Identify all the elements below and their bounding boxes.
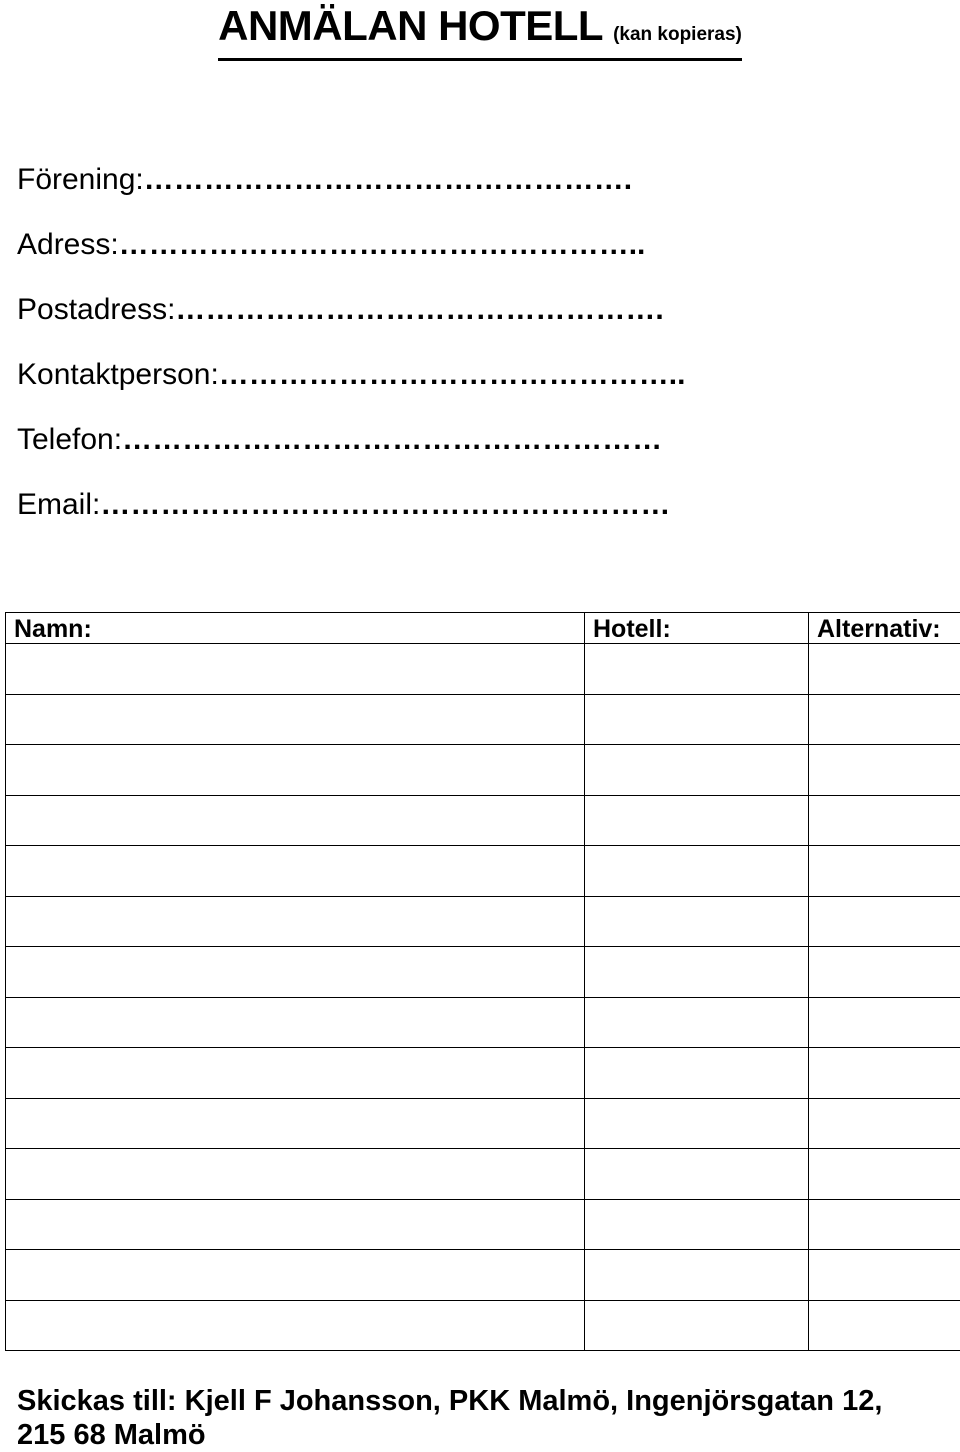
table-row — [6, 947, 960, 998]
table-row — [6, 1199, 960, 1250]
table-row — [6, 846, 960, 897]
title-subtitle: (kan kopieras) — [613, 24, 742, 45]
field-label: Postadress: — [17, 293, 175, 326]
table-row — [6, 896, 960, 947]
table-row — [6, 1098, 960, 1149]
table-cell-blank — [585, 795, 809, 846]
field-label: Email: — [17, 488, 100, 521]
field-forening — [17, 162, 632, 198]
column-header-namn: Namn: — [6, 613, 585, 644]
field-kontaktperson — [17, 357, 685, 393]
table-cell-blank — [6, 1048, 585, 1099]
table-cell-blank — [6, 896, 585, 947]
table-cell-blank — [6, 644, 585, 695]
table-row — [6, 694, 960, 745]
table-cell-blank — [6, 997, 585, 1048]
field-fill-line: …………………………………………. — [144, 163, 632, 196]
table-cell-blank — [809, 1250, 960, 1301]
field-label: Telefon: — [17, 423, 122, 456]
table-row — [6, 997, 960, 1048]
table-header-row — [6, 613, 960, 644]
field-fill-line: …………………………………………….. — [119, 228, 646, 261]
field-postadress — [17, 292, 664, 328]
table-cell-blank — [585, 745, 809, 796]
table-cell-blank — [585, 1300, 809, 1351]
column-header-hotell: Hotell: — [585, 613, 809, 644]
field-fill-line: ……………………………………………… — [122, 423, 662, 456]
table-row — [6, 1300, 960, 1351]
table-cell-blank — [585, 1048, 809, 1099]
table-cell-blank — [6, 1199, 585, 1250]
footer-line-1: Skickas till: Kjell F Johansson, PKK Malmö, Ingenjörsgatan 12, — [17, 1384, 957, 1418]
table-row — [6, 1149, 960, 1200]
table-cell-blank — [585, 896, 809, 947]
table-cell-blank — [585, 694, 809, 745]
table-row — [6, 795, 960, 846]
table-cell-blank — [809, 1149, 960, 1200]
table-cell-blank — [585, 1098, 809, 1149]
footer-address — [17, 1384, 957, 1452]
footer-line-2: 215 68 Malmö — [17, 1418, 957, 1452]
table-row — [6, 1250, 960, 1301]
table-cell-blank — [809, 1048, 960, 1099]
table-cell-blank — [809, 1098, 960, 1149]
table-row — [6, 644, 960, 695]
table-cell-blank — [6, 1098, 585, 1149]
table-cell-blank — [6, 1250, 585, 1301]
table-row — [6, 745, 960, 796]
table-cell-blank — [6, 1149, 585, 1200]
table-cell-blank — [809, 997, 960, 1048]
table-cell-blank — [809, 846, 960, 897]
field-label: Adress: — [17, 228, 119, 261]
document-title — [218, 4, 742, 61]
table-cell-blank — [6, 694, 585, 745]
table-body — [6, 644, 960, 1351]
table-cell-blank — [6, 795, 585, 846]
field-telefon — [17, 422, 662, 458]
table-cell-blank — [809, 644, 960, 695]
table-cell-blank — [809, 896, 960, 947]
registration-table — [5, 612, 960, 1351]
field-email — [17, 487, 670, 523]
table-cell-blank — [809, 694, 960, 745]
table-cell-blank — [809, 1300, 960, 1351]
table-cell-blank — [809, 795, 960, 846]
table-cell-blank — [809, 1199, 960, 1250]
table-row — [6, 1048, 960, 1099]
table-cell-blank — [585, 846, 809, 897]
field-label: Förening: — [17, 163, 144, 196]
table-cell-blank — [585, 1250, 809, 1301]
field-label: Kontaktperson: — [17, 358, 219, 391]
table-cell-blank — [585, 947, 809, 998]
table-cell-blank — [585, 1149, 809, 1200]
table-cell-blank — [6, 846, 585, 897]
table-cell-blank — [809, 947, 960, 998]
title-main: ANMÄLAN HOTELL — [218, 2, 603, 49]
table-cell-blank — [585, 1199, 809, 1250]
table-cell-blank — [585, 644, 809, 695]
table-cell-blank — [809, 745, 960, 796]
field-fill-line: …………………………………………. — [175, 293, 663, 326]
field-fill-line: ……………………………………….. — [219, 358, 686, 391]
field-adress — [17, 227, 645, 263]
column-header-alternativ: Alternativ: — [809, 613, 960, 644]
table-cell-blank — [585, 997, 809, 1048]
table-cell-blank — [6, 947, 585, 998]
field-fill-line: ………………………………………………… — [100, 488, 670, 521]
document-header — [0, 4, 960, 61]
table-cell-blank — [6, 1300, 585, 1351]
table-cell-blank — [6, 745, 585, 796]
